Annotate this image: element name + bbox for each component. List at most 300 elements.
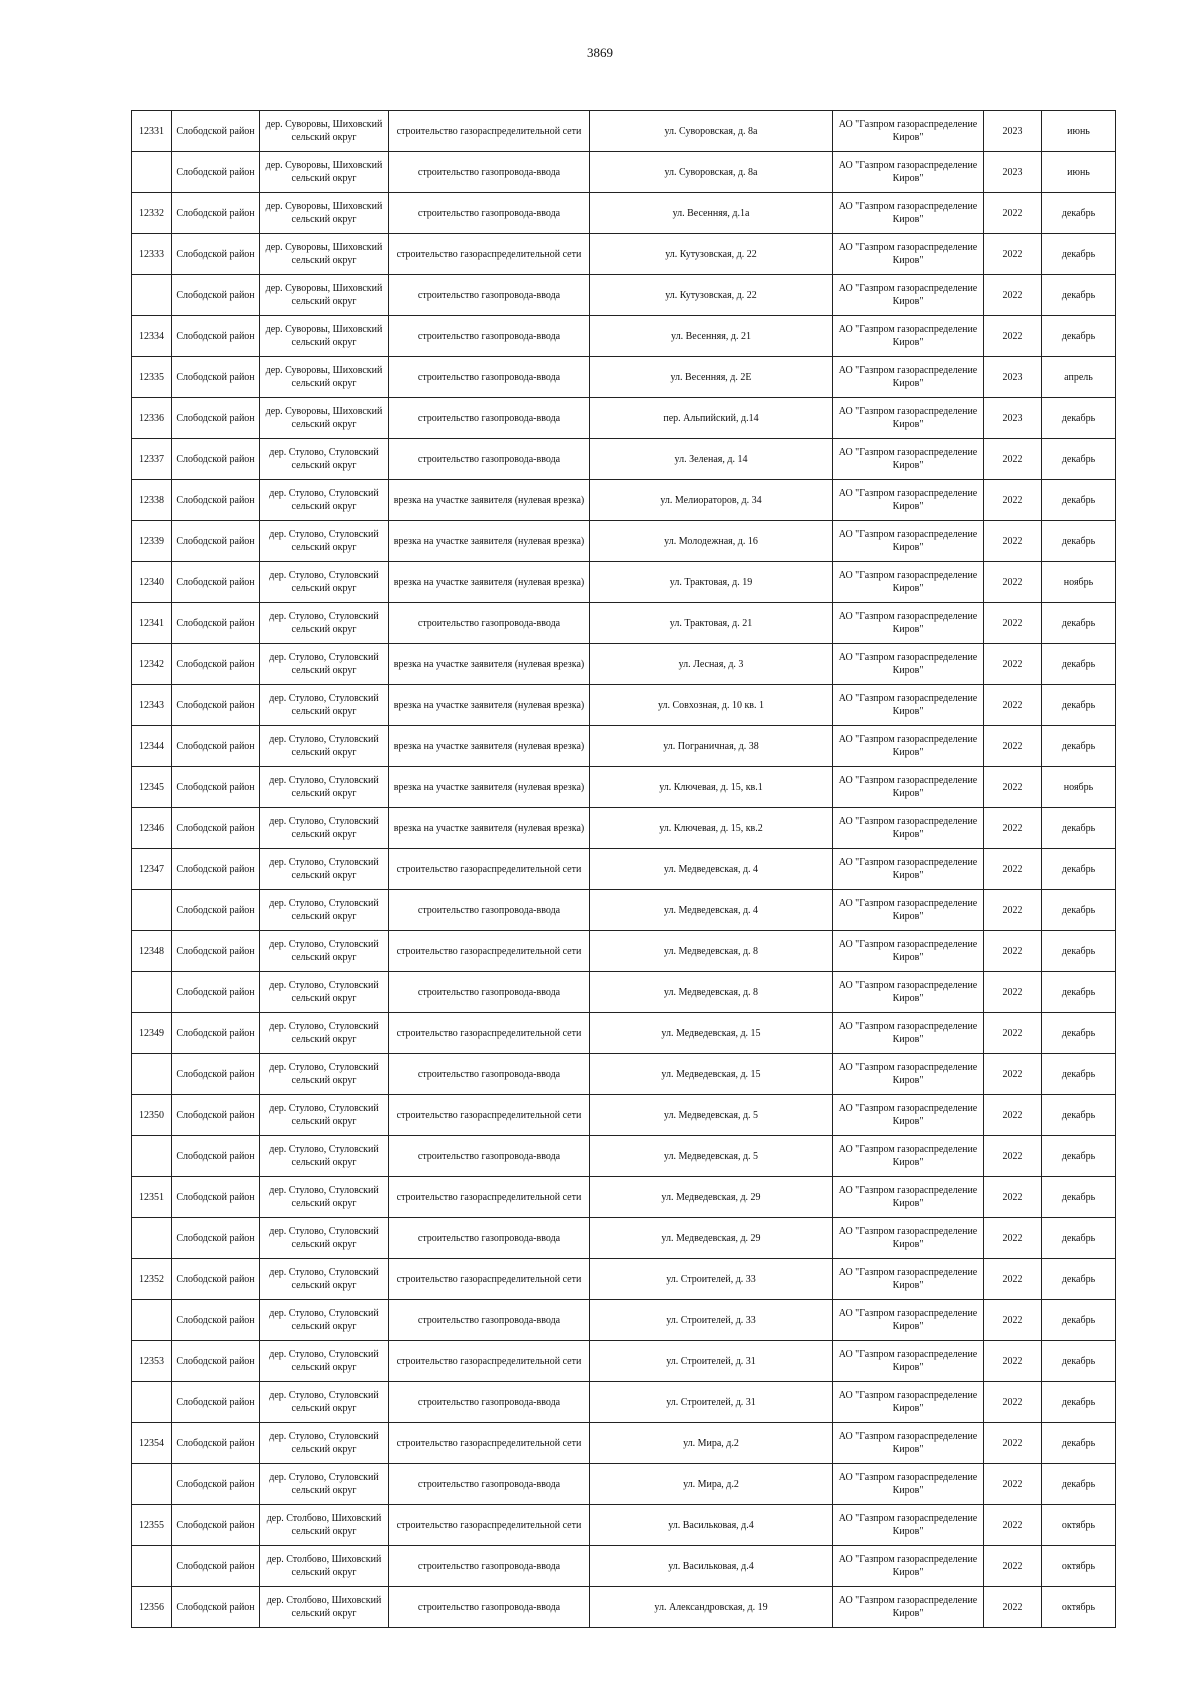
district-cell: Слободской район	[172, 1013, 260, 1054]
address-cell: ул. Строителей, д. 31	[590, 1382, 833, 1423]
locality-cell: дер. Суворовы, Шиховский сельский округ	[260, 111, 389, 152]
organization-cell: АО "Газпром газораспределение Киров"	[833, 1013, 984, 1054]
row-number-cell	[132, 972, 172, 1013]
month-cell: декабрь	[1042, 1382, 1116, 1423]
locality-cell: дер. Стулово, Стуловский сельский округ	[260, 972, 389, 1013]
work-type-cell: строительство газораспределительной сети	[389, 849, 590, 890]
month-cell: июнь	[1042, 152, 1116, 193]
table-row	[132, 1177, 1116, 1218]
work-type-cell: строительство газопровода-ввода	[389, 1054, 590, 1095]
row-number-cell	[132, 152, 172, 193]
year-cell: 2023	[984, 357, 1042, 398]
month-cell: ноябрь	[1042, 767, 1116, 808]
address-cell: ул. Васильковая, д.4	[590, 1505, 833, 1546]
month-cell: декабрь	[1042, 1300, 1116, 1341]
year-cell: 2022	[984, 808, 1042, 849]
month-cell: июнь	[1042, 111, 1116, 152]
work-type-cell: строительство газораспределительной сети	[389, 1013, 590, 1054]
work-type-cell: строительство газопровода-ввода	[389, 1546, 590, 1587]
address-cell: ул. Медведевская, д. 4	[590, 849, 833, 890]
organization-cell: АО "Газпром газораспределение Киров"	[833, 234, 984, 275]
year-cell: 2022	[984, 1259, 1042, 1300]
address-cell: ул. Мелиораторов, д. 34	[590, 480, 833, 521]
locality-cell: дер. Стулово, Стуловский сельский округ	[260, 890, 389, 931]
locality-cell: дер. Стулово, Стуловский сельский округ	[260, 562, 389, 603]
row-number-cell	[132, 1136, 172, 1177]
table-row	[132, 316, 1116, 357]
district-cell: Слободской район	[172, 234, 260, 275]
month-cell: декабрь	[1042, 316, 1116, 357]
month-cell: декабрь	[1042, 1259, 1116, 1300]
month-cell: декабрь	[1042, 644, 1116, 685]
month-cell: декабрь	[1042, 1464, 1116, 1505]
locality-cell: дер. Стулово, Стуловский сельский округ	[260, 603, 389, 644]
work-type-cell: строительство газопровода-ввода	[389, 152, 590, 193]
locality-cell: дер. Столбово, Шиховский сельский округ	[260, 1587, 389, 1628]
address-cell: ул. Медведевская, д. 15	[590, 1054, 833, 1095]
locality-cell: дер. Стулово, Стуловский сельский округ	[260, 1423, 389, 1464]
organization-cell: АО "Газпром газораспределение Киров"	[833, 890, 984, 931]
row-number-cell: 12355	[132, 1505, 172, 1546]
district-cell: Слободской район	[172, 562, 260, 603]
district-cell: Слободской район	[172, 398, 260, 439]
year-cell: 2023	[984, 152, 1042, 193]
organization-cell: АО "Газпром газораспределение Киров"	[833, 685, 984, 726]
work-type-cell: строительство газораспределительной сети	[389, 931, 590, 972]
month-cell: декабрь	[1042, 685, 1116, 726]
work-type-cell: врезка на участке заявителя (нулевая врезка)	[389, 685, 590, 726]
month-cell: декабрь	[1042, 808, 1116, 849]
year-cell: 2022	[984, 1587, 1042, 1628]
address-cell: ул. Строителей, д. 31	[590, 1341, 833, 1382]
address-cell: ул. Суворовская, д. 8а	[590, 111, 833, 152]
work-type-cell: строительство газопровода-ввода	[389, 1300, 590, 1341]
month-cell: декабрь	[1042, 890, 1116, 931]
year-cell: 2022	[984, 931, 1042, 972]
year-cell: 2022	[984, 1423, 1042, 1464]
organization-cell: АО "Газпром газораспределение Киров"	[833, 931, 984, 972]
organization-cell: АО "Газпром газораспределение Киров"	[833, 1382, 984, 1423]
address-cell: ул. Мира, д.2	[590, 1464, 833, 1505]
row-number-cell	[132, 1300, 172, 1341]
district-cell: Слободской район	[172, 726, 260, 767]
year-cell: 2023	[984, 111, 1042, 152]
table-row	[132, 275, 1116, 316]
address-cell: ул. Медведевская, д. 8	[590, 972, 833, 1013]
district-cell: Слободской район	[172, 644, 260, 685]
work-type-cell: строительство газопровода-ввода	[389, 972, 590, 1013]
month-cell: декабрь	[1042, 931, 1116, 972]
month-cell: декабрь	[1042, 480, 1116, 521]
row-number-cell: 12335	[132, 357, 172, 398]
month-cell: декабрь	[1042, 1423, 1116, 1464]
district-cell: Слободской район	[172, 480, 260, 521]
work-type-cell: врезка на участке заявителя (нулевая врезка)	[389, 767, 590, 808]
table-row	[132, 726, 1116, 767]
organization-cell: АО "Газпром газораспределение Киров"	[833, 111, 984, 152]
organization-cell: АО "Газпром газораспределение Киров"	[833, 1464, 984, 1505]
table-row	[132, 1341, 1116, 1382]
locality-cell: дер. Столбово, Шиховский сельский округ	[260, 1505, 389, 1546]
locality-cell: дер. Стулово, Стуловский сельский округ	[260, 1300, 389, 1341]
row-number-cell	[132, 1546, 172, 1587]
locality-cell: дер. Стулово, Стуловский сельский округ	[260, 808, 389, 849]
table-row	[132, 1423, 1116, 1464]
table-row	[132, 1095, 1116, 1136]
organization-cell: АО "Газпром газораспределение Киров"	[833, 1054, 984, 1095]
row-number-cell	[132, 275, 172, 316]
work-type-cell: строительство газопровода-ввода	[389, 1587, 590, 1628]
year-cell: 2022	[984, 275, 1042, 316]
locality-cell: дер. Суворовы, Шиховский сельский округ	[260, 275, 389, 316]
address-cell: ул. Весенняя, д. 2Е	[590, 357, 833, 398]
month-cell: ноябрь	[1042, 562, 1116, 603]
year-cell: 2022	[984, 1505, 1042, 1546]
district-cell: Слободской район	[172, 849, 260, 890]
table-row	[132, 193, 1116, 234]
table-row	[132, 521, 1116, 562]
district-cell: Слободской район	[172, 1587, 260, 1628]
work-type-cell: врезка на участке заявителя (нулевая врезка)	[389, 726, 590, 767]
locality-cell: дер. Суворовы, Шиховский сельский округ	[260, 316, 389, 357]
district-cell: Слободской район	[172, 767, 260, 808]
work-type-cell: строительство газопровода-ввода	[389, 316, 590, 357]
district-cell: Слободской район	[172, 1218, 260, 1259]
year-cell: 2022	[984, 1382, 1042, 1423]
row-number-cell: 12350	[132, 1095, 172, 1136]
table-row	[132, 1464, 1116, 1505]
work-type-cell: строительство газопровода-ввода	[389, 398, 590, 439]
row-number-cell: 12332	[132, 193, 172, 234]
organization-cell: АО "Газпром газораспределение Киров"	[833, 357, 984, 398]
year-cell: 2023	[984, 398, 1042, 439]
year-cell: 2022	[984, 972, 1042, 1013]
row-number-cell: 12349	[132, 1013, 172, 1054]
month-cell: декабрь	[1042, 193, 1116, 234]
year-cell: 2022	[984, 685, 1042, 726]
locality-cell: дер. Суворовы, Шиховский сельский округ	[260, 152, 389, 193]
year-cell: 2022	[984, 849, 1042, 890]
district-cell: Слободской район	[172, 521, 260, 562]
district-cell: Слободской район	[172, 1177, 260, 1218]
row-number-cell: 12342	[132, 644, 172, 685]
address-cell: ул. Ключевая, д. 15, кв.1	[590, 767, 833, 808]
month-cell: октябрь	[1042, 1546, 1116, 1587]
row-number-cell: 12348	[132, 931, 172, 972]
organization-cell: АО "Газпром газораспределение Киров"	[833, 644, 984, 685]
organization-cell: АО "Газпром газораспределение Киров"	[833, 1136, 984, 1177]
table-row	[132, 808, 1116, 849]
locality-cell: дер. Стулово, Стуловский сельский округ	[260, 931, 389, 972]
row-number-cell: 12343	[132, 685, 172, 726]
address-cell: ул. Кутузовская, д. 22	[590, 234, 833, 275]
month-cell: декабрь	[1042, 439, 1116, 480]
organization-cell: АО "Газпром газораспределение Киров"	[833, 1587, 984, 1628]
month-cell: декабрь	[1042, 1054, 1116, 1095]
month-cell: октябрь	[1042, 1587, 1116, 1628]
address-cell: ул. Совхозная, д. 10 кв. 1	[590, 685, 833, 726]
table-row	[132, 152, 1116, 193]
row-number-cell: 12337	[132, 439, 172, 480]
organization-cell: АО "Газпром газораспределение Киров"	[833, 808, 984, 849]
work-type-cell: строительство газораспределительной сети	[389, 1259, 590, 1300]
table-row	[132, 480, 1116, 521]
row-number-cell: 12334	[132, 316, 172, 357]
work-type-cell: строительство газораспределительной сети	[389, 1341, 590, 1382]
row-number-cell: 12338	[132, 480, 172, 521]
table-row	[132, 562, 1116, 603]
address-cell: ул. Суворовская, д. 8а	[590, 152, 833, 193]
work-type-cell: врезка на участке заявителя (нулевая врезка)	[389, 480, 590, 521]
year-cell: 2022	[984, 1013, 1042, 1054]
year-cell: 2022	[984, 316, 1042, 357]
year-cell: 2022	[984, 1095, 1042, 1136]
table-row	[132, 767, 1116, 808]
work-type-cell: строительство газораспределительной сети	[389, 1423, 590, 1464]
row-number-cell: 12347	[132, 849, 172, 890]
organization-cell: АО "Газпром газораспределение Киров"	[833, 1300, 984, 1341]
address-cell: ул. Пограничная, д. 38	[590, 726, 833, 767]
organization-cell: АО "Газпром газораспределение Киров"	[833, 275, 984, 316]
organization-cell: АО "Газпром газораспределение Киров"	[833, 767, 984, 808]
row-number-cell: 12341	[132, 603, 172, 644]
locality-cell: дер. Стулово, Стуловский сельский округ	[260, 1095, 389, 1136]
work-type-cell: строительство газораспределительной сети	[389, 1095, 590, 1136]
district-cell: Слободской район	[172, 111, 260, 152]
table-row	[132, 1546, 1116, 1587]
month-cell: декабрь	[1042, 849, 1116, 890]
address-cell: ул. Медведевская, д. 5	[590, 1136, 833, 1177]
table-row	[132, 890, 1116, 931]
table-row	[132, 972, 1116, 1013]
year-cell: 2022	[984, 1136, 1042, 1177]
locality-cell: дер. Суворовы, Шиховский сельский округ	[260, 357, 389, 398]
address-cell: ул. Медведевская, д. 29	[590, 1177, 833, 1218]
work-type-cell: строительство газопровода-ввода	[389, 275, 590, 316]
row-number-cell	[132, 890, 172, 931]
district-cell: Слободской район	[172, 357, 260, 398]
organization-cell: АО "Газпром газораспределение Киров"	[833, 439, 984, 480]
month-cell: октябрь	[1042, 1505, 1116, 1546]
address-cell: ул. Строителей, д. 33	[590, 1259, 833, 1300]
table-row	[132, 439, 1116, 480]
year-cell: 2022	[984, 890, 1042, 931]
year-cell: 2022	[984, 726, 1042, 767]
locality-cell: дер. Стулово, Стуловский сельский округ	[260, 439, 389, 480]
year-cell: 2022	[984, 562, 1042, 603]
year-cell: 2022	[984, 1300, 1042, 1341]
address-cell: ул. Зеленая, д. 14	[590, 439, 833, 480]
year-cell: 2022	[984, 193, 1042, 234]
address-cell: ул. Медведевская, д. 4	[590, 890, 833, 931]
organization-cell: АО "Газпром газораспределение Киров"	[833, 603, 984, 644]
locality-cell: дер. Суворовы, Шиховский сельский округ	[260, 234, 389, 275]
district-cell: Слободской район	[172, 1382, 260, 1423]
organization-cell: АО "Газпром газораспределение Киров"	[833, 726, 984, 767]
table-row	[132, 1382, 1116, 1423]
locality-cell: дер. Стулово, Стуловский сельский округ	[260, 1054, 389, 1095]
district-cell: Слободской район	[172, 1300, 260, 1341]
month-cell: декабрь	[1042, 398, 1116, 439]
address-cell: ул. Медведевская, д. 15	[590, 1013, 833, 1054]
address-cell: ул. Трактовая, д. 19	[590, 562, 833, 603]
table-row	[132, 1136, 1116, 1177]
work-type-cell: строительство газопровода-ввода	[389, 1136, 590, 1177]
address-cell: ул. Мира, д.2	[590, 1423, 833, 1464]
organization-cell: АО "Газпром газораспределение Киров"	[833, 1505, 984, 1546]
address-cell: ул. Медведевская, д. 8	[590, 931, 833, 972]
locality-cell: дер. Суворовы, Шиховский сельский округ	[260, 193, 389, 234]
address-cell: ул. Кутузовская, д. 22	[590, 275, 833, 316]
district-cell: Слободской район	[172, 1423, 260, 1464]
organization-cell: АО "Газпром газораспределение Киров"	[833, 1177, 984, 1218]
locality-cell: дер. Стулово, Стуловский сельский округ	[260, 521, 389, 562]
district-cell: Слободской район	[172, 890, 260, 931]
district-cell: Слободской район	[172, 1505, 260, 1546]
address-cell: ул. Лесная, д. 3	[590, 644, 833, 685]
locality-cell: дер. Стулово, Стуловский сельский округ	[260, 1177, 389, 1218]
month-cell: декабрь	[1042, 521, 1116, 562]
district-cell: Слободской район	[172, 1054, 260, 1095]
year-cell: 2022	[984, 439, 1042, 480]
table-row	[132, 931, 1116, 972]
month-cell: декабрь	[1042, 1136, 1116, 1177]
address-cell: ул. Весенняя, д. 21	[590, 316, 833, 357]
work-type-cell: строительство газопровода-ввода	[389, 890, 590, 931]
district-cell: Слободской район	[172, 1259, 260, 1300]
address-cell: ул. Медведевская, д. 29	[590, 1218, 833, 1259]
year-cell: 2022	[984, 767, 1042, 808]
locality-cell: дер. Суворовы, Шиховский сельский округ	[260, 398, 389, 439]
locality-cell: дер. Стулово, Стуловский сельский округ	[260, 767, 389, 808]
work-type-cell: строительство газопровода-ввода	[389, 439, 590, 480]
organization-cell: АО "Газпром газораспределение Киров"	[833, 1095, 984, 1136]
district-cell: Слободской район	[172, 316, 260, 357]
work-type-cell: строительство газораспределительной сети	[389, 111, 590, 152]
work-type-cell: врезка на участке заявителя (нулевая врезка)	[389, 521, 590, 562]
month-cell: декабрь	[1042, 726, 1116, 767]
month-cell: апрель	[1042, 357, 1116, 398]
row-number-cell	[132, 1382, 172, 1423]
year-cell: 2022	[984, 1464, 1042, 1505]
organization-cell: АО "Газпром газораспределение Киров"	[833, 480, 984, 521]
table-row	[132, 1300, 1116, 1341]
district-cell: Слободской район	[172, 1546, 260, 1587]
month-cell: декабрь	[1042, 1177, 1116, 1218]
year-cell: 2022	[984, 1218, 1042, 1259]
row-number-cell: 12356	[132, 1587, 172, 1628]
address-cell: ул. Весенняя, д.1а	[590, 193, 833, 234]
work-type-cell: строительство газораспределительной сети	[389, 234, 590, 275]
district-cell: Слободской район	[172, 152, 260, 193]
organization-cell: АО "Газпром газораспределение Киров"	[833, 1423, 984, 1464]
district-cell: Слободской район	[172, 972, 260, 1013]
row-number-cell: 12336	[132, 398, 172, 439]
district-cell: Слободской район	[172, 275, 260, 316]
row-number-cell: 12346	[132, 808, 172, 849]
locality-cell: дер. Стулово, Стуловский сельский округ	[260, 480, 389, 521]
organization-cell: АО "Газпром газораспределение Киров"	[833, 1341, 984, 1382]
organization-cell: АО "Газпром газораспределение Киров"	[833, 193, 984, 234]
month-cell: декабрь	[1042, 1341, 1116, 1382]
organization-cell: АО "Газпром газораспределение Киров"	[833, 1546, 984, 1587]
work-type-cell: строительство газопровода-ввода	[389, 1218, 590, 1259]
row-number-cell: 12351	[132, 1177, 172, 1218]
district-cell: Слободской район	[172, 931, 260, 972]
table-row	[132, 111, 1116, 152]
organization-cell: АО "Газпром газораспределение Киров"	[833, 398, 984, 439]
locality-cell: дер. Стулово, Стуловский сельский округ	[260, 1382, 389, 1423]
row-number-cell	[132, 1218, 172, 1259]
work-type-cell: строительство газораспределительной сети	[389, 1177, 590, 1218]
year-cell: 2022	[984, 1341, 1042, 1382]
row-number-cell: 12345	[132, 767, 172, 808]
row-number-cell: 12354	[132, 1423, 172, 1464]
work-type-cell: врезка на участке заявителя (нулевая врезка)	[389, 644, 590, 685]
organization-cell: АО "Газпром газораспределение Киров"	[833, 1218, 984, 1259]
locality-cell: дер. Стулово, Стуловский сельский округ	[260, 1259, 389, 1300]
table-row	[132, 1013, 1116, 1054]
page-number: 3869	[587, 45, 613, 60]
organization-cell: АО "Газпром газораспределение Киров"	[833, 972, 984, 1013]
month-cell: декабрь	[1042, 234, 1116, 275]
table-body	[132, 111, 1116, 1628]
work-type-cell: строительство газопровода-ввода	[389, 1464, 590, 1505]
row-number-cell: 12344	[132, 726, 172, 767]
year-cell: 2022	[984, 1546, 1042, 1587]
work-type-cell: строительство газораспределительной сети	[389, 1505, 590, 1546]
table-row	[132, 234, 1116, 275]
month-cell: декабрь	[1042, 1095, 1116, 1136]
table-row	[132, 1054, 1116, 1095]
table-row	[132, 1259, 1116, 1300]
locality-cell: дер. Стулово, Стуловский сельский округ	[260, 1218, 389, 1259]
address-cell: ул. Строителей, д. 33	[590, 1300, 833, 1341]
district-cell: Слободской район	[172, 685, 260, 726]
address-cell: ул. Медведевская, д. 5	[590, 1095, 833, 1136]
month-cell: декабрь	[1042, 1218, 1116, 1259]
locality-cell: дер. Стулово, Стуловский сельский округ	[260, 644, 389, 685]
address-cell: ул. Александровская, д. 19	[590, 1587, 833, 1628]
district-cell: Слободской район	[172, 1136, 260, 1177]
year-cell: 2022	[984, 1054, 1042, 1095]
work-type-cell: врезка на участке заявителя (нулевая врезка)	[389, 808, 590, 849]
month-cell: декабрь	[1042, 1013, 1116, 1054]
work-type-cell: строительство газопровода-ввода	[389, 603, 590, 644]
locality-cell: дер. Столбово, Шиховский сельский округ	[260, 1546, 389, 1587]
address-cell: ул. Васильковая, д.4	[590, 1546, 833, 1587]
work-type-cell: строительство газопровода-ввода	[389, 357, 590, 398]
locality-cell: дер. Стулово, Стуловский сельский округ	[260, 1136, 389, 1177]
table-row	[132, 357, 1116, 398]
organization-cell: АО "Газпром газораспределение Киров"	[833, 521, 984, 562]
row-number-cell: 12352	[132, 1259, 172, 1300]
row-number-cell: 12339	[132, 521, 172, 562]
row-number-cell: 12331	[132, 111, 172, 152]
row-number-cell: 12353	[132, 1341, 172, 1382]
organization-cell: АО "Газпром газораспределение Киров"	[833, 152, 984, 193]
year-cell: 2022	[984, 480, 1042, 521]
locality-cell: дер. Стулово, Стуловский сельский округ	[260, 1341, 389, 1382]
year-cell: 2022	[984, 603, 1042, 644]
year-cell: 2022	[984, 234, 1042, 275]
district-cell: Слободской район	[172, 1341, 260, 1382]
table-row	[132, 685, 1116, 726]
locality-cell: дер. Стулово, Стуловский сельский округ	[260, 1464, 389, 1505]
work-type-cell: строительство газопровода-ввода	[389, 1382, 590, 1423]
organization-cell: АО "Газпром газораспределение Киров"	[833, 849, 984, 890]
table-row	[132, 849, 1116, 890]
